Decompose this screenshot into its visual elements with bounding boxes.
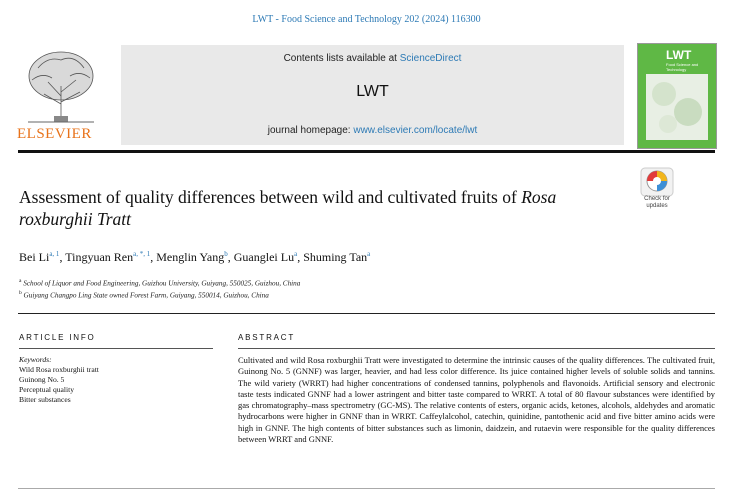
journal-homepage-link[interactable]: www.elsevier.com/locate/lwt — [353, 125, 478, 136]
journal-reference[interactable]: LWT - Food Science and Technology 202 (2024) 116300 — [252, 14, 481, 25]
cover-image — [646, 74, 708, 140]
sciencedirect-link[interactable]: ScienceDirect — [399, 53, 462, 64]
elsevier-wordmark: ELSEVIER — [17, 126, 92, 142]
journal-header — [121, 45, 624, 145]
author-affil-sup[interactable]: b — [224, 250, 228, 258]
author-affil-sup[interactable]: a, 1 — [49, 250, 60, 258]
article-info-heading: ARTICLE INFO — [19, 333, 96, 342]
keyword-item: Guinong No. 5 — [19, 375, 65, 384]
abstract-rule — [238, 348, 715, 349]
author-affil-sup[interactable]: a — [294, 250, 298, 258]
author-name[interactable]: Bei Li — [19, 250, 50, 264]
author-name[interactable]: Menglin Yang — [156, 250, 225, 264]
affiliation: $^a$ School of Liquor and Food Engineering, Guizhou University, Guiyang, 550025, Guizhou, China — [19, 278, 301, 288]
author-affil-sup[interactable]: a, *, 1 — [133, 250, 151, 258]
author-list: Bei Li$^{a, 1}$, Tingyuan Ren$^{a, *, 1}$, Menglin Yang$^b$, Guanglei Lu$^a$, Shuming Tan$^a$ — [19, 250, 371, 264]
author-name[interactable]: Shuming Tan — [303, 250, 368, 264]
author-affil-sup[interactable]: a — [367, 250, 371, 258]
keyword-item: Wild Rosa roxburghii tratt — [19, 365, 99, 374]
abstract-heading: ABSTRACT — [238, 333, 296, 342]
journal-cover-thumbnail[interactable] — [637, 43, 717, 149]
section-divider — [18, 313, 715, 314]
keyword-item: Bitter substances — [19, 395, 71, 404]
footer-divider — [18, 488, 715, 489]
abstract-body: Cultivated and wild Rosa roxburghii Tratt were investigated to determine the intrinsic causes of the quality differences. The cultivated fruit, Guinong No. 5 (GNNF) was larger, heavier, and had less color difference. Its juice contained higher levels of soluble solids and tannins. The wild variety (WRRT) had higher concentrations of condensed tannins, polyphenols and flavonoids. Artificial sensory and electronic taste tests indicated GNNF had a lower astringent and bitter taste compared to WRRT. A total of 80 flavour substances were identified by gas chromatography–mass spectrometry (GC-MS). The relative contents of esters, organic acids, ketones, alcohols, aldehydes and aromatic hydrocarbons were higher in GNNF than in WRRT. Caffeylalcohol, catechin, quinidine, pantothenic acid and five bitter amino acids were high in GNNF. The high contents of bitter substances such as limonin, daidzein, and rutaevin were responsible for the quality differences between WRRT and GNNF. — [238, 355, 715, 445]
header-divider — [18, 150, 715, 153]
homepage-line: journal homepage: www.elsevier.com/locate/lwt — [267, 125, 478, 136]
cover-title: LWT — [666, 48, 692, 62]
article-info-rule — [19, 348, 213, 349]
author-name[interactable]: Tingyuan Ren — [65, 250, 134, 264]
article-title: Assessment of quality differences between wild and cultivated fruits of Rosa roxburghii Tratt — [19, 187, 557, 229]
affiliation: $^b$ Guiyang Changpo Ling State owned Forest Farm, Guiyang, 550014, Guizhou, China — [19, 290, 269, 300]
author-name[interactable]: Guanglei Lu — [233, 250, 295, 264]
cover-subtitle: Food Science and Technology — [666, 62, 699, 72]
keywords-block — [19, 355, 99, 405]
contents-line: Contents lists available at ScienceDirect — [283, 53, 462, 64]
check-for-updates-label: Check for updates — [644, 196, 670, 209]
keyword-item: Perceptual quality — [19, 385, 75, 394]
keywords-label: Keywords: — [19, 355, 52, 364]
journal-name: LWT — [356, 83, 389, 100]
